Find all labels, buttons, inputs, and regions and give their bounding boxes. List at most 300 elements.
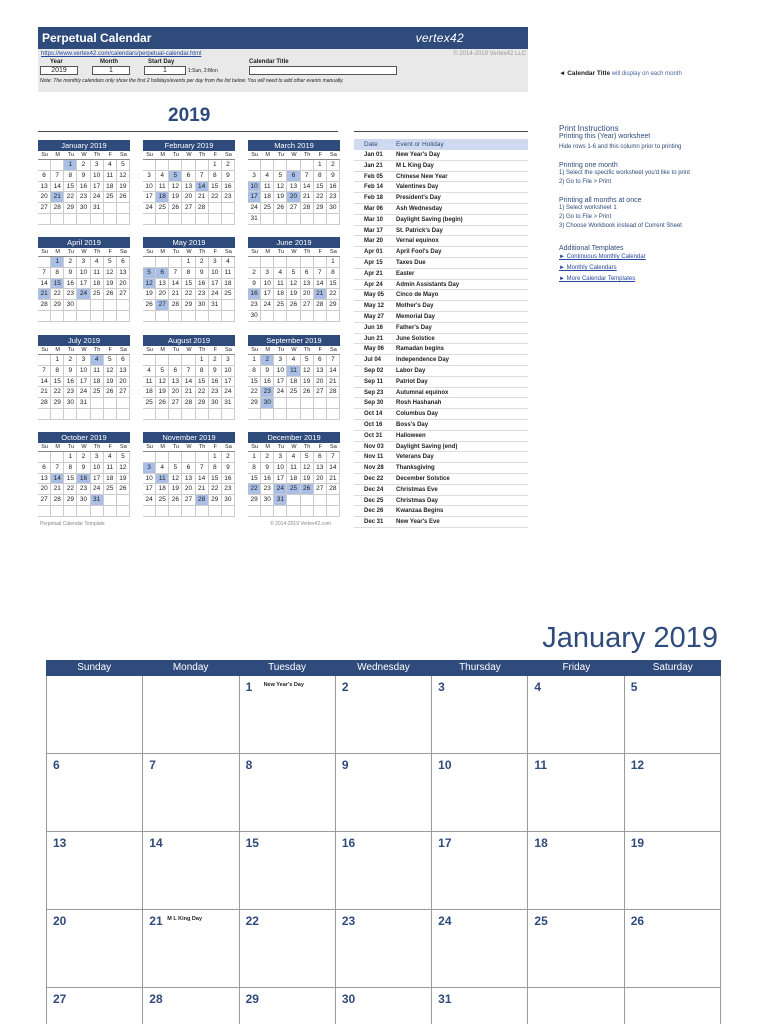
day-cell[interactable] bbox=[336, 754, 432, 832]
weekday-label: F bbox=[209, 151, 222, 160]
mini-day: 17 bbox=[274, 474, 287, 485]
mini-day: 24 bbox=[274, 387, 287, 398]
mini-day: 28 bbox=[327, 387, 340, 398]
mini-day: 14 bbox=[314, 279, 327, 290]
mini-day: 23 bbox=[222, 192, 235, 203]
template-link[interactable]: https://www.vertex42.com/calendars/perpetual-calendar.html bbox=[41, 51, 202, 57]
print-year-heading: Printing this (Year) worksheet bbox=[559, 133, 651, 140]
mini-empty-cell bbox=[38, 257, 51, 268]
mini-day: 30 bbox=[64, 300, 77, 311]
mini-day: 11 bbox=[287, 463, 300, 474]
day-cell[interactable] bbox=[47, 910, 143, 988]
mini-day: 11 bbox=[274, 279, 287, 290]
mini-empty-cell bbox=[104, 214, 117, 225]
mini-day: 7 bbox=[182, 366, 195, 377]
events-table bbox=[354, 131, 528, 528]
mini-day: 10 bbox=[209, 268, 222, 279]
mini-day: 11 bbox=[261, 182, 274, 193]
mini-day: 4 bbox=[143, 366, 156, 377]
day-cell[interactable] bbox=[336, 910, 432, 988]
event-row bbox=[354, 409, 528, 420]
mini-empty-cell bbox=[51, 506, 64, 517]
mini-day: 3 bbox=[143, 463, 156, 474]
mini-day: 16 bbox=[77, 474, 90, 485]
link-continuous-monthly[interactable]: ► Continuous Monthly Calendar bbox=[559, 254, 646, 260]
day-cell[interactable] bbox=[143, 754, 239, 832]
day-cell[interactable] bbox=[47, 988, 143, 1024]
mini-empty-cell bbox=[327, 311, 340, 322]
mini-day: 17 bbox=[274, 377, 287, 388]
mini-day: 19 bbox=[169, 192, 182, 203]
weekday-label: Sa bbox=[222, 248, 235, 257]
day-cell[interactable] bbox=[143, 988, 239, 1024]
mini-empty-cell bbox=[51, 160, 64, 171]
day-number: 21 bbox=[149, 914, 163, 928]
mini-day: 1 bbox=[314, 160, 327, 171]
title-banner bbox=[38, 27, 528, 49]
day-number: 5 bbox=[630, 680, 638, 694]
day-cell[interactable] bbox=[528, 832, 624, 910]
event-name: Daylight Saving (end) bbox=[396, 443, 458, 450]
mini-empty-cell bbox=[301, 398, 314, 409]
month-input[interactable]: 1 bbox=[92, 66, 130, 75]
mini-day: 14 bbox=[301, 182, 314, 193]
weekday-label: Th bbox=[196, 248, 209, 257]
mini-empty-cell bbox=[117, 214, 130, 225]
mini-day: 23 bbox=[209, 387, 222, 398]
mini-day: 23 bbox=[64, 387, 77, 398]
event-date: May 06 bbox=[364, 346, 385, 353]
mini-day: 8 bbox=[64, 171, 77, 182]
mini-empty-cell bbox=[274, 160, 287, 171]
event-date: Sep 02 bbox=[364, 367, 384, 374]
mini-empty-cell bbox=[274, 506, 287, 517]
calendar-title-label: Calendar Title bbox=[249, 59, 289, 65]
mini-day: 4 bbox=[287, 355, 300, 366]
calendar-title-tip: ◄ Calendar Title will display on each month bbox=[559, 70, 682, 77]
mini-day: 1 bbox=[196, 355, 209, 366]
mini-day: 3 bbox=[91, 452, 104, 463]
mini-day: 20 bbox=[38, 192, 51, 203]
day-cell[interactable] bbox=[432, 832, 528, 910]
mini-day: 28 bbox=[51, 495, 64, 506]
day-cell[interactable] bbox=[240, 754, 336, 832]
event-name: Cinco de Mayo bbox=[396, 292, 439, 299]
mini-day: 16 bbox=[77, 182, 90, 193]
day-cell[interactable] bbox=[240, 676, 336, 754]
day-cell[interactable] bbox=[528, 754, 624, 832]
mini-empty-cell bbox=[261, 409, 274, 420]
event-name: Patriot Day bbox=[396, 378, 428, 385]
mini-day: 18 bbox=[274, 289, 287, 300]
month-title: January 2019 bbox=[542, 622, 718, 654]
mini-day: 8 bbox=[51, 268, 64, 279]
mini-day: 31 bbox=[77, 398, 90, 409]
mini-day: 16 bbox=[222, 182, 235, 193]
mini-day: 10 bbox=[143, 182, 156, 193]
mini-empty-cell bbox=[51, 311, 64, 322]
day-event: M L King Day bbox=[167, 916, 203, 922]
mini-day: 16 bbox=[64, 377, 77, 388]
mini-day: 26 bbox=[143, 300, 156, 311]
mini-empty-cell bbox=[301, 409, 314, 420]
mini-empty-cell bbox=[196, 409, 209, 420]
mini-empty-cell bbox=[209, 506, 222, 517]
day-cell[interactable] bbox=[432, 910, 528, 988]
mini-day: 19 bbox=[104, 279, 117, 290]
app-title: Perpetual Calendar bbox=[42, 31, 152, 45]
mini-day: 13 bbox=[38, 474, 51, 485]
event-name: Vernal equinox bbox=[396, 238, 439, 245]
mini-day: 8 bbox=[64, 463, 77, 474]
mini-day: 27 bbox=[314, 484, 327, 495]
mini-empty-cell bbox=[38, 311, 51, 322]
mini-day: 17 bbox=[143, 484, 156, 495]
mini-day: 25 bbox=[274, 300, 287, 311]
weekday-label: M bbox=[261, 346, 274, 355]
event-row bbox=[354, 161, 528, 172]
mini-day: 30 bbox=[248, 311, 261, 322]
mini-day: 21 bbox=[327, 377, 340, 388]
mini-day: 15 bbox=[64, 474, 77, 485]
mini-day: 9 bbox=[196, 268, 209, 279]
day-cell[interactable] bbox=[240, 832, 336, 910]
mini-day: 5 bbox=[287, 268, 300, 279]
weekday-label: Sa bbox=[222, 151, 235, 160]
mini-empty-cell bbox=[169, 160, 182, 171]
mini-day: 6 bbox=[301, 268, 314, 279]
mini-day: 9 bbox=[64, 366, 77, 377]
weekday-label: Tu bbox=[169, 151, 182, 160]
weekday-label: Tu bbox=[274, 346, 287, 355]
event-date: Apr 15 bbox=[364, 259, 383, 266]
events-header bbox=[354, 139, 528, 150]
day-cell[interactable] bbox=[47, 754, 143, 832]
mini-day: 8 bbox=[196, 366, 209, 377]
mini-day: 12 bbox=[117, 171, 130, 182]
mini-day: 2 bbox=[248, 268, 261, 279]
link-more-templates[interactable]: ► More Calendar Templates bbox=[559, 276, 636, 282]
event-row bbox=[354, 431, 528, 442]
event-date: Feb 05 bbox=[364, 173, 384, 180]
mini-empty-cell bbox=[287, 160, 300, 171]
mini-day: 17 bbox=[209, 279, 222, 290]
weekday-label: Tu bbox=[274, 443, 287, 452]
weekday-label: Th bbox=[196, 346, 209, 355]
weekday-label: Sa bbox=[327, 346, 340, 355]
event-date: Dec 25 bbox=[364, 497, 384, 504]
mini-day: 27 bbox=[156, 300, 169, 311]
month-grid bbox=[46, 676, 721, 1024]
mini-empty-cell bbox=[38, 409, 51, 420]
mini-empty-cell bbox=[117, 300, 130, 311]
mini-day: 11 bbox=[287, 366, 300, 377]
mini-day: 24 bbox=[261, 300, 274, 311]
mini-empty-cell bbox=[91, 300, 104, 311]
day-cell[interactable] bbox=[336, 988, 432, 1024]
mini-day: 11 bbox=[143, 377, 156, 388]
event-row bbox=[354, 420, 528, 431]
mini-day: 19 bbox=[117, 474, 130, 485]
mini-empty-cell bbox=[222, 214, 235, 225]
mini-day: 12 bbox=[104, 366, 117, 377]
empty-day-cell[interactable] bbox=[47, 676, 143, 754]
mini-empty-cell bbox=[261, 160, 274, 171]
mini-day: 15 bbox=[182, 279, 195, 290]
events-top-rule bbox=[354, 131, 528, 139]
mini-day: 22 bbox=[51, 387, 64, 398]
mini-day: 23 bbox=[222, 484, 235, 495]
weekday-label: F bbox=[209, 443, 222, 452]
mini-empty-cell bbox=[222, 409, 235, 420]
mini-day: 12 bbox=[169, 474, 182, 485]
mini-day: 6 bbox=[156, 268, 169, 279]
empty-day-cell[interactable] bbox=[528, 988, 624, 1024]
mini-empty-cell bbox=[143, 452, 156, 463]
mini-empty-cell bbox=[301, 506, 314, 517]
event-row bbox=[354, 193, 528, 204]
mini-month bbox=[248, 335, 340, 420]
event-row bbox=[354, 334, 528, 345]
mini-empty-cell bbox=[77, 300, 90, 311]
event-date: Mar 20 bbox=[364, 238, 384, 245]
weekday-label: M bbox=[156, 443, 169, 452]
day-cell[interactable] bbox=[143, 910, 239, 988]
mini-day: 19 bbox=[301, 377, 314, 388]
day-cell[interactable] bbox=[625, 910, 721, 988]
mini-empty-cell bbox=[156, 257, 169, 268]
weekday-label: Su bbox=[38, 248, 51, 257]
weekday-label: M bbox=[156, 151, 169, 160]
mini-day: 27 bbox=[117, 387, 130, 398]
mini-empty-cell bbox=[64, 409, 77, 420]
mini-empty-cell bbox=[169, 257, 182, 268]
mini-day: 19 bbox=[143, 289, 156, 300]
mini-day: 2 bbox=[261, 355, 274, 366]
year-title: 2019 bbox=[168, 105, 211, 126]
mini-empty-cell bbox=[222, 203, 235, 214]
weekday-label: F bbox=[104, 248, 117, 257]
event-name: Rosh Hashanah bbox=[396, 400, 442, 407]
mini-day: 9 bbox=[261, 366, 274, 377]
mini-month-title: November 2019 bbox=[143, 432, 235, 443]
weekday-label: M bbox=[261, 443, 274, 452]
mini-day: 17 bbox=[261, 289, 274, 300]
empty-day-cell[interactable] bbox=[143, 676, 239, 754]
mini-day: 12 bbox=[301, 366, 314, 377]
event-name: Boss's Day bbox=[396, 421, 429, 428]
mini-day: 17 bbox=[248, 192, 261, 203]
mini-day: 22 bbox=[248, 387, 261, 398]
mini-empty-cell bbox=[287, 257, 300, 268]
mini-day: 21 bbox=[182, 387, 195, 398]
mini-day: 4 bbox=[287, 452, 300, 463]
mini-empty-cell bbox=[182, 506, 195, 517]
mini-empty-cell bbox=[156, 160, 169, 171]
mini-day: 9 bbox=[77, 463, 90, 474]
weekday-label: F bbox=[104, 443, 117, 452]
month-label: Month bbox=[100, 59, 118, 65]
day-number: 28 bbox=[149, 992, 163, 1006]
mini-month bbox=[38, 335, 130, 420]
mini-empty-cell bbox=[91, 506, 104, 517]
mini-empty-cell bbox=[196, 452, 209, 463]
mini-empty-cell bbox=[77, 214, 90, 225]
event-row bbox=[354, 463, 528, 474]
mini-month bbox=[143, 432, 235, 517]
mini-month bbox=[248, 432, 340, 517]
weekday-label: Sa bbox=[327, 151, 340, 160]
day-cell[interactable] bbox=[336, 676, 432, 754]
mini-day: 22 bbox=[248, 484, 261, 495]
weekday-name: Friday bbox=[562, 662, 591, 673]
mini-day: 28 bbox=[314, 300, 327, 311]
day-number: 30 bbox=[341, 992, 356, 1006]
event-row bbox=[354, 226, 528, 237]
mini-day: 15 bbox=[196, 377, 209, 388]
weekday-label: Th bbox=[301, 151, 314, 160]
mini-month bbox=[38, 140, 130, 225]
day-cell[interactable] bbox=[528, 910, 624, 988]
startday-hint: 1:Sun, 2:Mon bbox=[188, 68, 218, 74]
mini-empty-cell bbox=[222, 506, 235, 517]
weekday-label: F bbox=[314, 346, 327, 355]
day-cell[interactable] bbox=[528, 676, 624, 754]
mini-day: 11 bbox=[91, 268, 104, 279]
calendar-title-input[interactable] bbox=[249, 66, 397, 75]
mini-day: 4 bbox=[156, 171, 169, 182]
mini-day: 29 bbox=[51, 300, 64, 311]
mini-empty-cell bbox=[261, 311, 274, 322]
event-name: Chinese New Year bbox=[396, 173, 448, 180]
mini-empty-cell bbox=[156, 311, 169, 322]
day-number: 16 bbox=[341, 836, 356, 850]
event-date: Jul 04 bbox=[364, 357, 382, 364]
mini-day: 28 bbox=[196, 495, 209, 506]
mini-day: 29 bbox=[64, 203, 77, 214]
mini-empty-cell bbox=[222, 311, 235, 322]
mini-day: 23 bbox=[248, 300, 261, 311]
mini-empty-cell bbox=[248, 257, 261, 268]
link-monthly-calendars[interactable]: ► Monthly Calendars bbox=[559, 265, 617, 271]
mini-day: 5 bbox=[169, 171, 182, 182]
weekday-label: M bbox=[156, 346, 169, 355]
day-cell[interactable] bbox=[143, 832, 239, 910]
mini-day: 30 bbox=[261, 495, 274, 506]
event-name: Easter bbox=[396, 270, 415, 277]
day-cell[interactable] bbox=[432, 988, 528, 1024]
mini-day: 9 bbox=[222, 171, 235, 182]
event-date: Jun 16 bbox=[364, 324, 384, 331]
day-cell[interactable] bbox=[336, 832, 432, 910]
weekday-label: Su bbox=[38, 443, 51, 452]
mini-day: 16 bbox=[327, 182, 340, 193]
mini-day: 26 bbox=[156, 398, 169, 409]
day-number: 17 bbox=[438, 836, 452, 850]
day-cell[interactable] bbox=[432, 754, 528, 832]
mini-day: 3 bbox=[222, 355, 235, 366]
startday-input[interactable]: 1 bbox=[144, 66, 186, 75]
mini-empty-cell bbox=[196, 214, 209, 225]
mini-day: 27 bbox=[38, 495, 51, 506]
day-cell[interactable] bbox=[240, 910, 336, 988]
event-date: Sep 11 bbox=[364, 378, 384, 385]
weekday-label: M bbox=[156, 248, 169, 257]
mini-empty-cell bbox=[209, 409, 222, 420]
event-name: New Year's Day bbox=[396, 152, 441, 158]
mini-day: 24 bbox=[209, 289, 222, 300]
mini-day: 24 bbox=[248, 203, 261, 214]
mini-empty-cell bbox=[156, 409, 169, 420]
mini-day: 6 bbox=[314, 355, 327, 366]
mini-day: 18 bbox=[156, 192, 169, 203]
day-number: 29 bbox=[245, 992, 259, 1006]
mini-day: 23 bbox=[64, 289, 77, 300]
year-input[interactable]: 2019 bbox=[40, 66, 78, 75]
mini-day: 25 bbox=[104, 192, 117, 203]
mini-empty-cell bbox=[169, 506, 182, 517]
day-cell[interactable] bbox=[240, 988, 336, 1024]
mini-day: 25 bbox=[287, 484, 300, 495]
mini-day: 28 bbox=[182, 398, 195, 409]
mini-day: 29 bbox=[182, 300, 195, 311]
mini-day: 20 bbox=[182, 192, 195, 203]
mini-day: 1 bbox=[209, 452, 222, 463]
mini-empty-cell bbox=[314, 257, 327, 268]
weekday-label: W bbox=[182, 151, 195, 160]
mini-day: 4 bbox=[156, 463, 169, 474]
mini-day: 3 bbox=[274, 355, 287, 366]
mini-empty-cell bbox=[117, 398, 130, 409]
mini-day: 2 bbox=[77, 452, 90, 463]
day-cell[interactable] bbox=[625, 676, 721, 754]
mini-day: 10 bbox=[274, 463, 287, 474]
mini-empty-cell bbox=[209, 311, 222, 322]
mini-day: 20 bbox=[314, 474, 327, 485]
day-cell[interactable] bbox=[432, 676, 528, 754]
mini-empty-cell bbox=[301, 214, 314, 225]
mini-day: 27 bbox=[182, 203, 195, 214]
event-row bbox=[354, 344, 528, 355]
event-name: St. Patrick's Day bbox=[396, 227, 443, 234]
mini-day: 1 bbox=[209, 160, 222, 171]
weekday-label: F bbox=[314, 151, 327, 160]
day-cell[interactable] bbox=[47, 832, 143, 910]
day-cell[interactable] bbox=[625, 754, 721, 832]
mini-empty-cell bbox=[117, 311, 130, 322]
event-row bbox=[354, 506, 528, 517]
mini-day: 10 bbox=[91, 463, 104, 474]
event-date: Apr 01 bbox=[364, 249, 383, 256]
mini-empty-cell bbox=[196, 506, 209, 517]
mini-empty-cell bbox=[287, 311, 300, 322]
footer-template-link[interactable]: Perpetual Calendar Template bbox=[40, 521, 105, 527]
mini-day: 5 bbox=[169, 463, 182, 474]
empty-day-cell[interactable] bbox=[625, 988, 721, 1024]
mini-day: 2 bbox=[64, 355, 77, 366]
day-cell[interactable] bbox=[625, 832, 721, 910]
event-name: Kwanzaa Begins bbox=[396, 508, 444, 515]
event-date: Feb 14 bbox=[364, 184, 384, 191]
mini-empty-cell bbox=[169, 409, 182, 420]
mini-day: 10 bbox=[261, 279, 274, 290]
mini-day: 5 bbox=[301, 452, 314, 463]
mini-day: 26 bbox=[301, 484, 314, 495]
day-number: 3 bbox=[438, 680, 445, 694]
event-date: Dec 22 bbox=[364, 475, 384, 482]
event-name: Thanksgiving bbox=[396, 465, 435, 472]
weekday-label: W bbox=[77, 443, 90, 452]
